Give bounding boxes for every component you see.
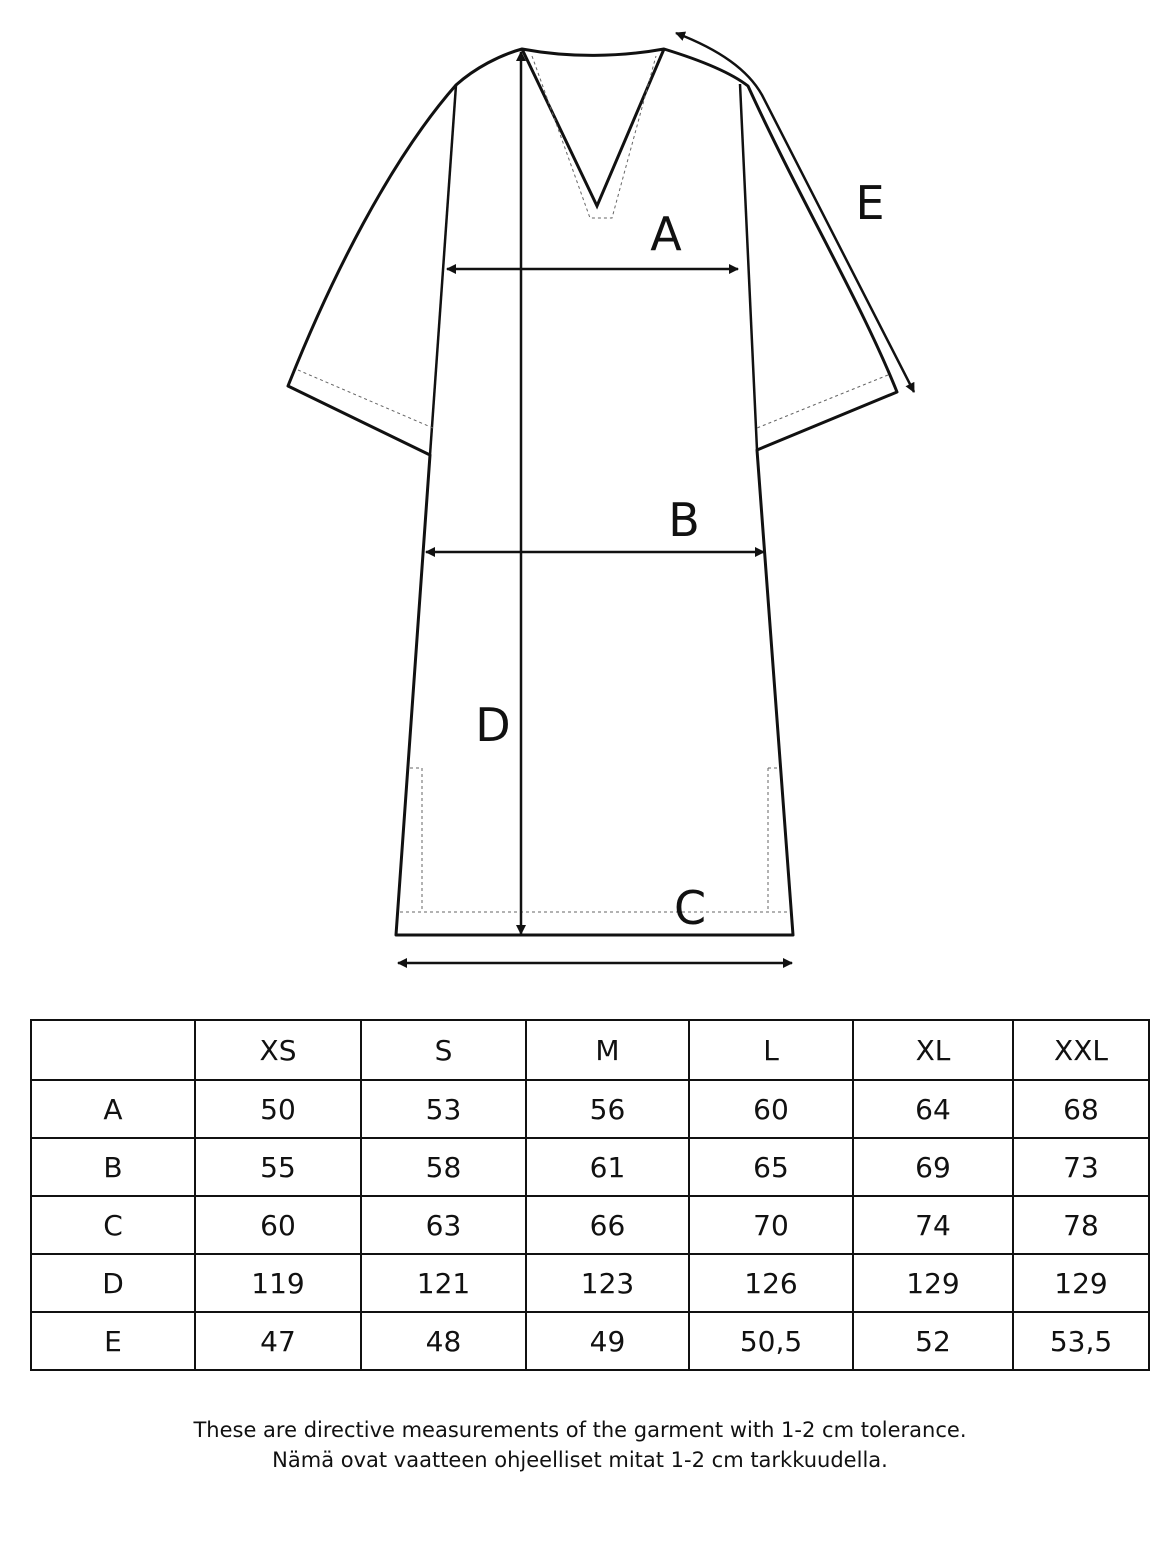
tolerance-note-finnish: Nämä ovat vaatteen ohjeelliset mitat 1-2 cm tarkkuudella. [272, 1448, 888, 1472]
table-cell: 69 [853, 1138, 1013, 1196]
table-cell: 55 [195, 1138, 361, 1196]
table-header-row [31, 1020, 1149, 1080]
label-d: D [475, 698, 511, 752]
table-cell: 60 [195, 1196, 361, 1254]
label-b: B [668, 493, 700, 547]
table-cell: 50 [195, 1080, 361, 1138]
table-cell: 53,5 [1013, 1312, 1149, 1370]
table-header-size: M [526, 1020, 689, 1080]
table-cell: 47 [195, 1312, 361, 1370]
table-cell: 129 [1013, 1254, 1149, 1312]
tolerance-note-english: These are directive measurements of the garment with 1-2 cm tolerance. [193, 1418, 967, 1442]
table-cell: 53 [361, 1080, 526, 1138]
row-label: B [31, 1138, 195, 1196]
table-header-size: XXL [1013, 1020, 1149, 1080]
table-cell: 52 [853, 1312, 1013, 1370]
table-header-size: L [689, 1020, 853, 1080]
table-cell: 68 [1013, 1080, 1149, 1138]
label-e: E [855, 176, 885, 230]
table-cell: 74 [853, 1196, 1013, 1254]
table-cell: 129 [853, 1254, 1013, 1312]
table-cell: 48 [361, 1312, 526, 1370]
neckline-stitch [532, 56, 656, 218]
table-cell: 50,5 [689, 1312, 853, 1370]
table-cell: 64 [853, 1080, 1013, 1138]
size-chart-table [30, 1019, 1150, 1371]
right-armhole-seam [740, 84, 757, 450]
table-header-size: S [361, 1020, 526, 1080]
neckline [522, 49, 664, 206]
table-cell: 78 [1013, 1196, 1149, 1254]
table-cell: 58 [361, 1138, 526, 1196]
table-cell: 49 [526, 1312, 689, 1370]
table-row [31, 1138, 1149, 1196]
right-sleeve-hem-stitch [757, 375, 888, 428]
table-cell: 61 [526, 1138, 689, 1196]
table-header-size: XS [195, 1020, 361, 1080]
table-cell: 121 [361, 1254, 526, 1312]
table-header-empty [31, 1020, 195, 1080]
table-row [31, 1254, 1149, 1312]
table-cell: 126 [689, 1254, 853, 1312]
table-row [31, 1080, 1149, 1138]
table-cell: 123 [526, 1254, 689, 1312]
table-header-size: XL [853, 1020, 1013, 1080]
row-label: C [31, 1196, 195, 1254]
label-a: A [650, 207, 682, 261]
table-cell: 60 [689, 1080, 853, 1138]
table-cell: 65 [689, 1138, 853, 1196]
table-cell: 70 [689, 1196, 853, 1254]
row-label: D [31, 1254, 195, 1312]
table-cell: 73 [1013, 1138, 1149, 1196]
row-label: A [31, 1080, 195, 1138]
table-cell: 66 [526, 1196, 689, 1254]
row-label: E [31, 1312, 195, 1370]
left-sleeve-hem-stitch [298, 370, 433, 428]
table-cell: 63 [361, 1196, 526, 1254]
table-row [31, 1196, 1149, 1254]
table-cell: 119 [195, 1254, 361, 1312]
table-row [31, 1312, 1149, 1370]
label-c: C [673, 881, 707, 935]
table-cell: 56 [526, 1080, 689, 1138]
